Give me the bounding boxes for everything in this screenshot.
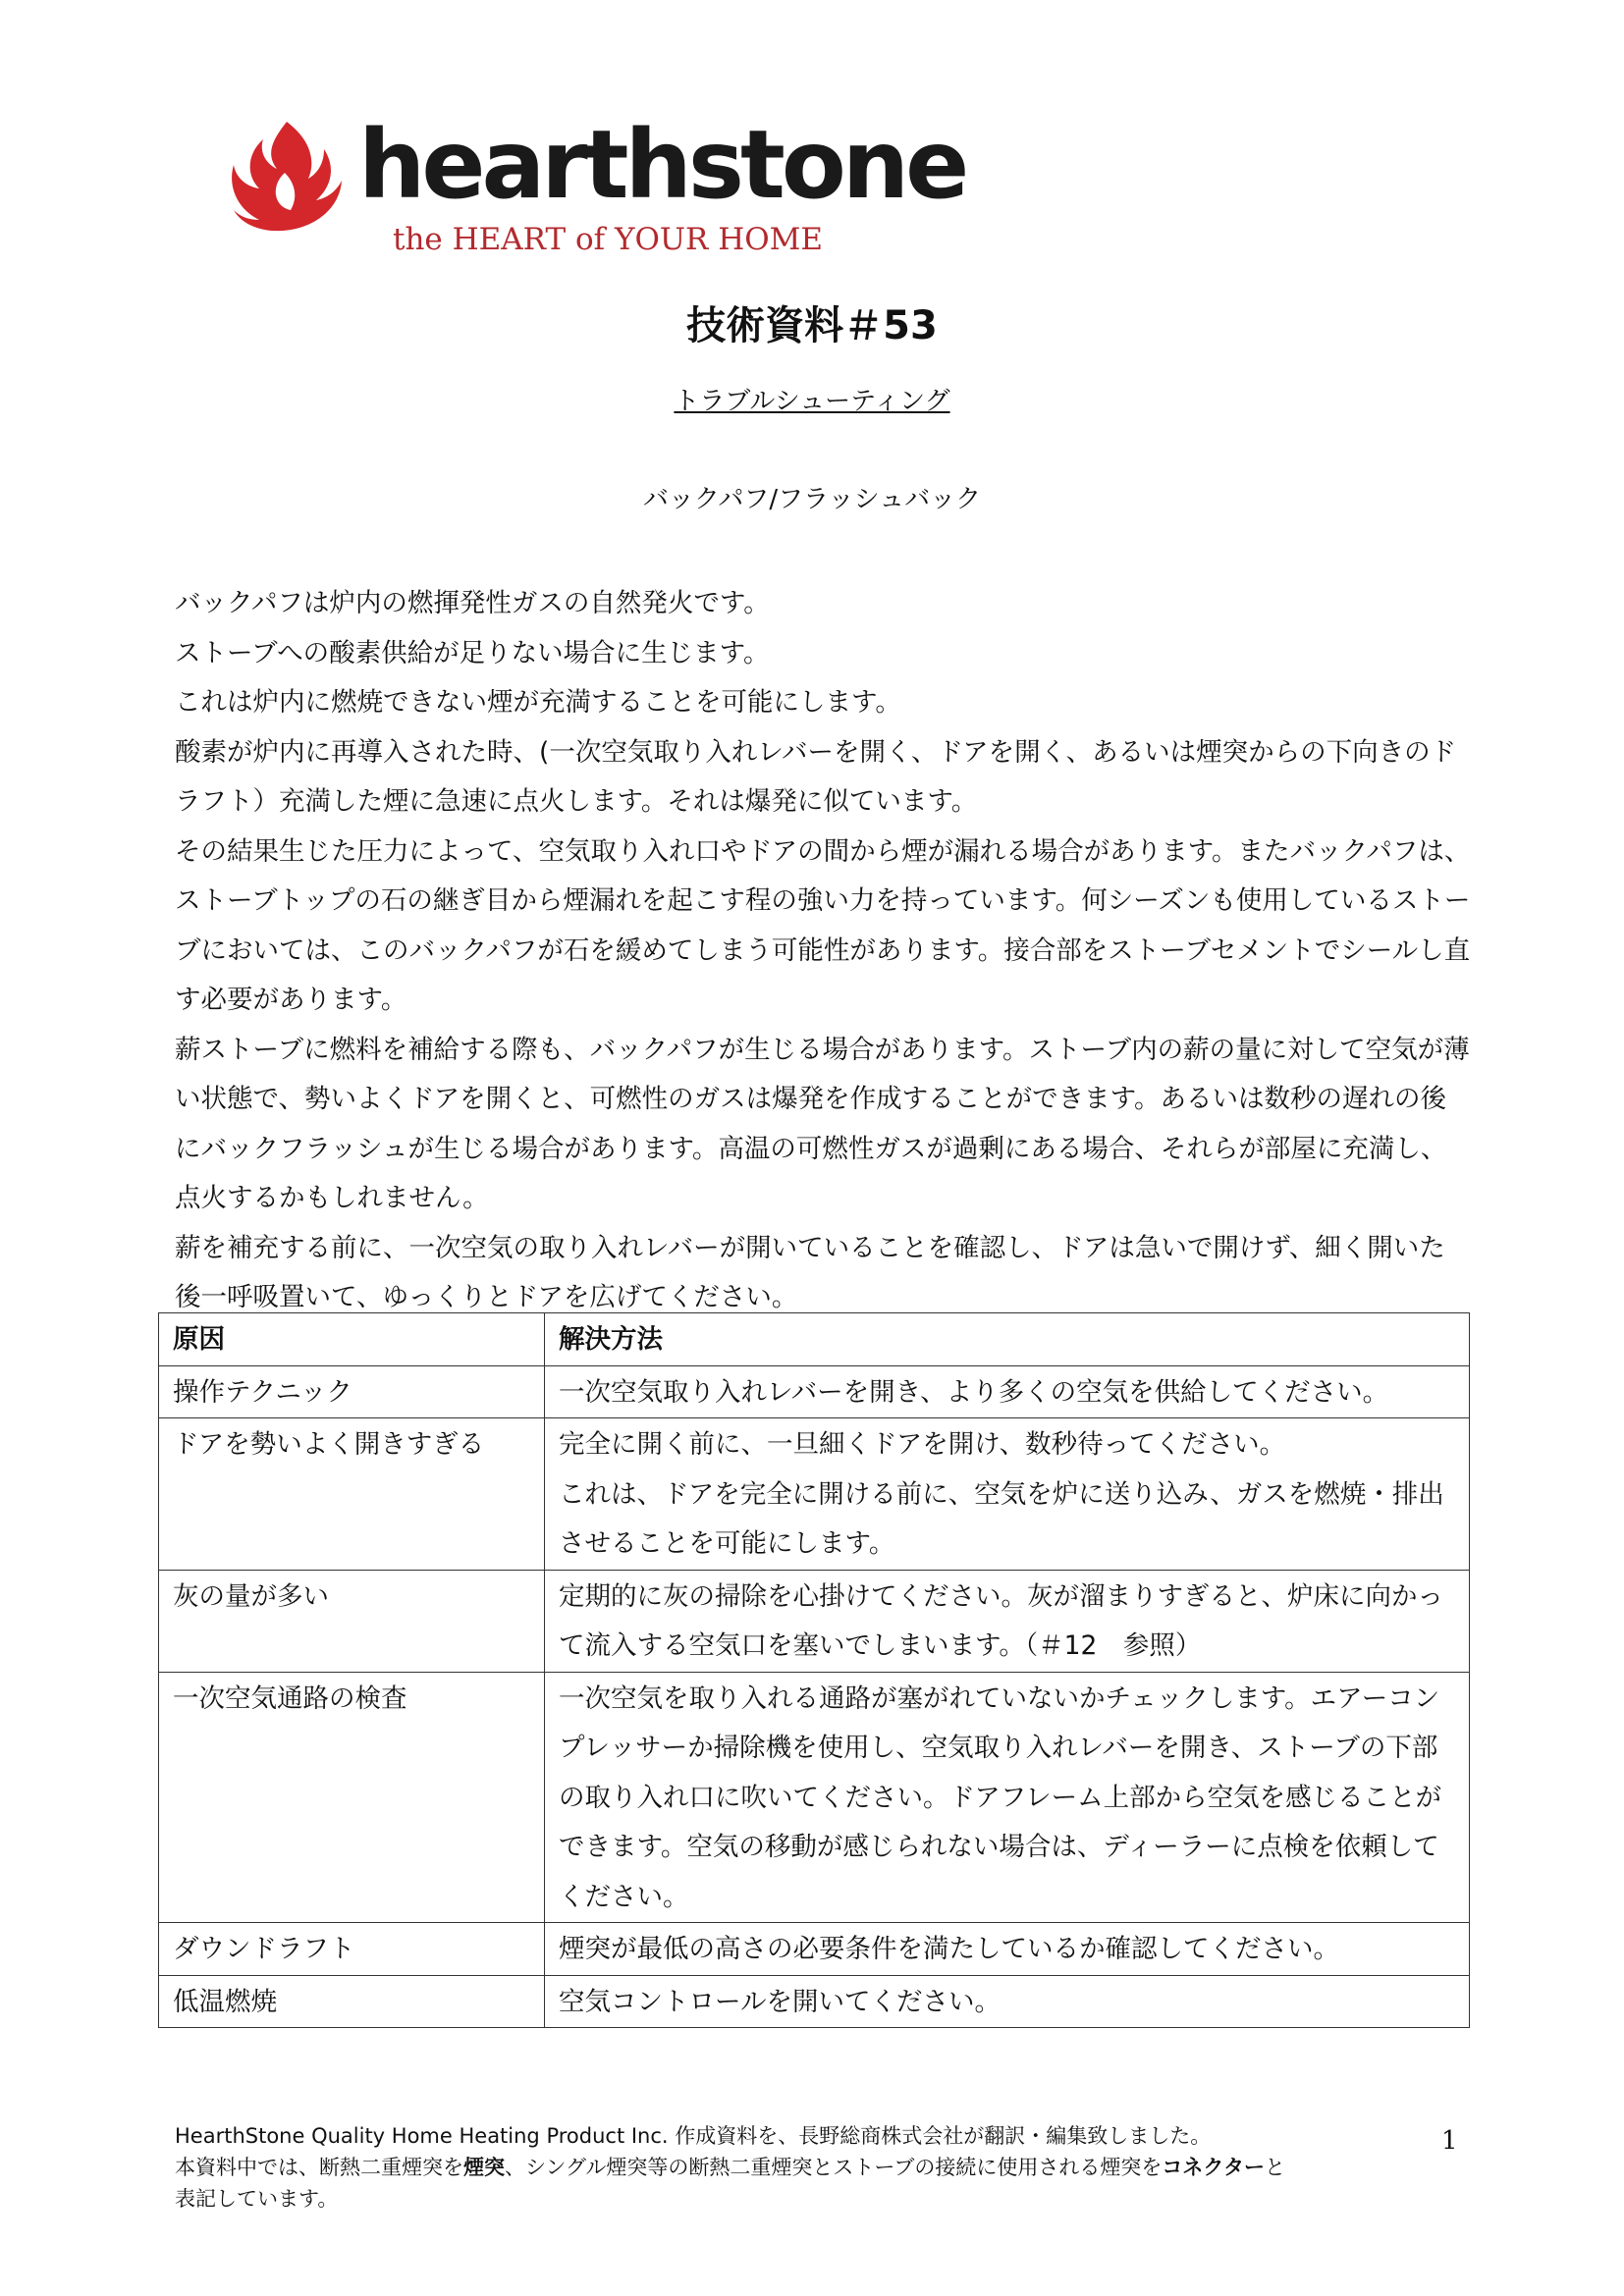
page-subtitle xyxy=(0,381,1624,417)
troubleshooting-table xyxy=(158,1312,1470,2028)
table-row xyxy=(159,1365,1470,1418)
header-cause: 原因 xyxy=(159,1313,545,1366)
footer-line xyxy=(175,2152,1451,2183)
cause-cell: 操作テクニック xyxy=(159,1365,545,1418)
table-row xyxy=(159,1975,1470,2028)
cause-cell: 一次空気通路の検査 xyxy=(159,1672,545,1923)
solution-cell: 煙突が最低の高さの必要条件を満たしているか確認してください。 xyxy=(545,1923,1470,1976)
cause-cell: ダウンドラフト xyxy=(159,1923,545,1976)
table-row xyxy=(159,1418,1470,1571)
paragraph: ストーブへの酸素供給が足りない場合に生じます。 xyxy=(175,637,770,668)
footer-bold-term: コネクター xyxy=(1162,2156,1265,2179)
hearthstone-logo xyxy=(226,110,966,275)
solution-cell: 空気コントロールを開いてください。 xyxy=(545,1975,1470,2028)
footer-line: 表記しています。 xyxy=(175,2187,339,2211)
brand-name: hearthstone xyxy=(358,110,966,220)
footer-text: 、シングル煙突等の断熱二重煙突とストーブの接続に使用される煙突を xyxy=(505,2156,1163,2179)
footer-text: と xyxy=(1264,2156,1285,2179)
flame-icon xyxy=(226,118,353,236)
table-row xyxy=(159,1672,1470,1923)
solution-line: これは、ドアを完全に開ける前に、空気を炉に送り込み、ガスを燃焼・排出させることを可能にします。 xyxy=(559,1478,1444,1559)
solution-cell: 定期的に灰の掃除を心掛けてください。灰が溜まりすぎると、炉床に向かって流入する空気口を塞いでしまいます。（＃12 参照） xyxy=(545,1570,1470,1672)
body-text xyxy=(175,579,1471,1323)
header-solution: 解決方法 xyxy=(545,1313,1470,1366)
paragraph: その結果生じた圧力によって、空気取り入れ口やドアの間から煙が漏れる場合があります。またバックパフは、ストーブトップの石の継ぎ目から煙漏れを起こす程の強い力を持っています。何シーズンも使用しているストーブにおいては、このバックパフが石を緩めてしまう可能性があります。接合部をストーブセメントでシールし直す必要があります。 xyxy=(175,835,1471,1015)
table-row xyxy=(159,1570,1470,1672)
table-header-row xyxy=(159,1313,1470,1366)
footer-line: HearthStone Quality Home Heating Product Inc. 作成資料を、長野総商株式会社が翻訳・編集致しました。 xyxy=(175,2124,1212,2148)
paragraph: バックパフは炉内の燃揮発性ガスの自然発火です。 xyxy=(175,588,770,618)
page-title: 技術資料＃53 xyxy=(686,303,938,348)
cause-cell: 灰の量が多い xyxy=(159,1570,545,1672)
paragraph: これは炉内に燃焼できない煙が充満することを可能にします。 xyxy=(175,687,901,718)
section-heading: バックパフ/フラッシュバック xyxy=(642,485,982,514)
brand-tagline: the HEART of YOUR HOME xyxy=(393,222,824,257)
paragraph: 酸素が炉内に再導入された時、(一次空気取り入れレバーを開く、ドアを開く、あるいは煙突からの下向きのドラフト）充満した煙に急速に点火します。それは爆発に似ています。 xyxy=(175,736,1457,817)
table-row xyxy=(159,1923,1470,1976)
paragraph: 薪を補充する前に、一次空気の取り入れレバーが開いていることを確認し、ドアは急いで開けず、細く開いた後一呼吸置いて、ゆっくりとドアを広げてください。 xyxy=(175,1232,1445,1312)
solution-cell xyxy=(545,1418,1470,1571)
paragraph: 薪ストーブに燃料を補給する際も、バックパフが生じる場合があります。ストーブ内の薪の量に対して空気が薄い状態で、勢いよくドアを開くと、可燃性のガスは爆発を作成することができます。あるいは数秒の遅れの後にバックフラッシュが生じる場合があります。高温の可燃性ガスが過剰にある場合、それらが部屋に充満し、点火するかもしれません。 xyxy=(175,1034,1470,1213)
solution-line: 完全に開く前に、一旦細くドアを開け、数秒待ってください。 xyxy=(559,1429,1286,1460)
cause-cell: ドアを勢いよく開きすぎる xyxy=(159,1418,545,1571)
subtitle-text: トラブルシューティング xyxy=(674,387,950,416)
footer-text: 本資料中では、断熱二重煙突を xyxy=(175,2156,463,2179)
footer-bold-term: 煙突 xyxy=(463,2156,505,2179)
footer-note xyxy=(175,2120,1451,2215)
solution-cell: 一次空気取り入れレバーを開き、より多くの空気を供給してください。 xyxy=(545,1365,1470,1418)
solution-cell: 一次空気を取り入れる通路が塞がれていないかチェックします。エアーコンプレッサーか掃除機を使用し、空気取り入れレバーを開き、ストーブの下部の取り入れ口に吹いてください。ドアフレーム上部から空気を感じることができます。空気の移動が感じられない場合は、ディーラーに点検を依頼してください。 xyxy=(545,1672,1470,1923)
page-number: 1 xyxy=(1441,2126,1458,2156)
cause-cell: 低温燃焼 xyxy=(159,1975,545,2028)
